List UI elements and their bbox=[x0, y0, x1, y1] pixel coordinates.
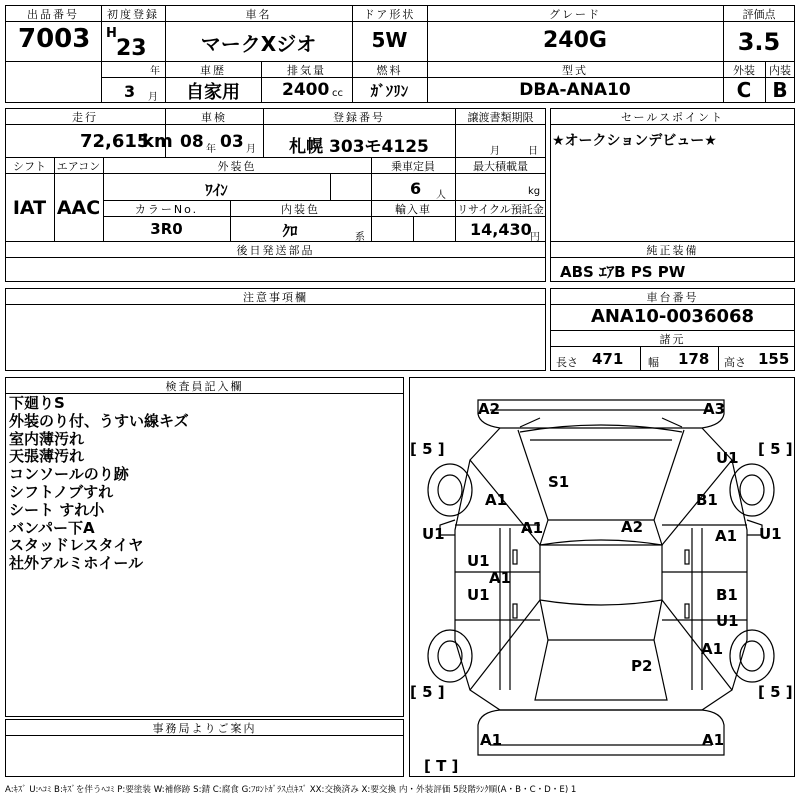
genuine-equipment: ABS ｴｱB PS PW bbox=[560, 263, 686, 281]
note-line: シフトノブすれ bbox=[9, 482, 114, 501]
plate-number: 札幌 303モ4125 bbox=[289, 137, 429, 157]
chassis-label: 車台番号 bbox=[646, 291, 699, 304]
lot-number: 7003 bbox=[18, 24, 91, 54]
length-label: 長さ bbox=[556, 356, 578, 369]
recycle-fee: 14,430 bbox=[470, 220, 532, 239]
inspection-year: 08 bbox=[180, 132, 204, 152]
color-no: 3R0 bbox=[150, 220, 183, 238]
note-line: 室内薄汚れ bbox=[9, 429, 85, 448]
exterior-score-label: 外装 bbox=[733, 64, 755, 77]
car-diagram bbox=[409, 377, 795, 777]
damage-code: U1 bbox=[759, 525, 782, 543]
damage-code: U1 bbox=[467, 552, 490, 570]
sales-label: セールスポイント bbox=[620, 111, 724, 124]
genuine-label: 純正装備 bbox=[646, 244, 699, 257]
interior-score-label: 内装 bbox=[769, 64, 791, 77]
note-line: 下廻りS bbox=[9, 394, 65, 412]
recycle-label: リサイクル預託金 bbox=[457, 203, 544, 216]
legend: A:ｷｽﾞ U:ﾍｺﾐ B:ｷｽﾞを伴うﾍｺﾐ P:要塗装 W:補修跡 S:錆 C:腐食 G:ﾌﾛﾝﾄｶﾞﾗｽ点ｷｽﾞ XX:交換済み X:要交換 内・外装評価 5段階ﾗﾝｸ順(A・B・C・D・E) 1 bbox=[5, 785, 577, 795]
shift-label: シフト bbox=[13, 160, 46, 173]
shift: IAT bbox=[12, 197, 47, 219]
damage-code: A3 bbox=[703, 400, 726, 418]
exterior-color-label: 外装色 bbox=[217, 160, 257, 173]
damage-code: A1 bbox=[489, 569, 512, 587]
first-reg-label: 初度登録 bbox=[107, 8, 159, 21]
note-line: スタッドレスタイヤ bbox=[9, 536, 144, 555]
interior-color-label: 内装色 bbox=[281, 203, 320, 216]
first-reg-era: H bbox=[106, 26, 117, 41]
tire-mark: [ 5 ] bbox=[410, 683, 445, 701]
height-label: 高さ bbox=[724, 356, 746, 369]
max-load-unit: kg bbox=[528, 186, 541, 197]
fuel-label: 燃料 bbox=[376, 64, 403, 77]
door-label: ドア形状 bbox=[363, 8, 416, 21]
damage-code: P2 bbox=[631, 657, 653, 675]
damage-code: U1 bbox=[716, 449, 739, 467]
grade: 240G bbox=[543, 28, 607, 53]
first-reg-year: 23 bbox=[116, 36, 147, 61]
grade-label: グレード bbox=[549, 8, 601, 21]
trunk-mark: [ T ] bbox=[424, 757, 459, 775]
mileage-label: 走行 bbox=[72, 111, 98, 124]
transfer-label: 譲渡書類期限 bbox=[467, 111, 534, 124]
transfer-day-unit: 日 bbox=[528, 146, 538, 157]
note-line: 天張薄汚れ bbox=[9, 447, 85, 466]
displacement-label: 排気量 bbox=[287, 64, 326, 77]
note-line: バンパー下A bbox=[9, 518, 95, 537]
damage-code: B1 bbox=[696, 491, 718, 509]
damage-code: A1 bbox=[521, 519, 544, 537]
office-label: 事務局よりご案内 bbox=[152, 722, 257, 735]
score-label: 評価点 bbox=[742, 8, 776, 21]
height: 155 bbox=[758, 350, 790, 368]
tire-mark: [ 5 ] bbox=[758, 440, 793, 458]
sales-point: ★オークションデビュー★ bbox=[552, 133, 717, 149]
first-reg-month: 3 bbox=[124, 82, 136, 101]
history: 自家用 bbox=[186, 82, 240, 103]
interior-color: ｸﾛ bbox=[282, 222, 298, 240]
tire-mark: [ 5 ] bbox=[758, 683, 793, 701]
note-line: 社外アルミホイール bbox=[9, 554, 144, 573]
import-label: 輸入車 bbox=[395, 203, 431, 216]
fuel: ｶﾞｿﾘﾝ bbox=[370, 82, 409, 100]
inspection-year-unit: 年 bbox=[206, 144, 216, 155]
later-parts-label: 後日発送部品 bbox=[236, 244, 315, 257]
length: 471 bbox=[592, 350, 624, 368]
note-line: 外装のり付、うすい線キズ bbox=[9, 411, 189, 430]
chassis-number: ANA10-0036068 bbox=[590, 306, 755, 327]
model-label: 型式 bbox=[562, 64, 588, 77]
displacement: 2400 bbox=[282, 80, 330, 100]
capacity: 6 bbox=[410, 179, 422, 198]
interior-color-unit: 系 bbox=[355, 232, 365, 243]
capacity-unit: 人 bbox=[436, 190, 446, 201]
width-label: 幅 bbox=[648, 356, 659, 369]
aircon: AAC bbox=[56, 197, 101, 219]
score-value: 3.5 bbox=[737, 28, 781, 56]
damage-code: U1 bbox=[716, 612, 739, 630]
model-code: DBA-ANA10 bbox=[519, 80, 631, 100]
note-line: シート すれ小 bbox=[9, 500, 105, 519]
recycle-unit: 円 bbox=[530, 232, 540, 243]
interior-score: B bbox=[772, 78, 788, 102]
damage-code: U1 bbox=[422, 525, 445, 543]
specs-label: 諸元 bbox=[659, 333, 686, 346]
exterior-color: ﾜｲﾝ bbox=[205, 181, 228, 199]
inspection-label: 車検 bbox=[201, 111, 227, 124]
note-line: コンソールのり跡 bbox=[9, 465, 129, 484]
car-name: マークXジオ bbox=[200, 32, 317, 56]
transfer-month-unit: 月 bbox=[490, 146, 500, 157]
first-reg-year-unit: 年 bbox=[150, 66, 160, 77]
color-no-label: カラーNo. bbox=[134, 203, 199, 216]
damage-code: A2 bbox=[478, 400, 501, 418]
damage-code: A1 bbox=[701, 640, 724, 658]
damage-code: A1 bbox=[480, 731, 503, 749]
door-type: 5W bbox=[371, 28, 408, 52]
damage-code: B1 bbox=[716, 586, 738, 604]
damage-code: A1 bbox=[715, 527, 738, 545]
inspection-month: 03 bbox=[220, 132, 244, 152]
inspection-month-unit: 月 bbox=[246, 144, 256, 155]
history-label: 車歴 bbox=[200, 64, 226, 77]
max-load-label: 最大積載量 bbox=[473, 160, 528, 173]
damage-code: A1 bbox=[702, 731, 725, 749]
inspector-label: 検査員記入欄 bbox=[165, 380, 244, 393]
exterior-score: C bbox=[736, 78, 752, 102]
car-name-label: 車名 bbox=[245, 8, 272, 21]
damage-code: U1 bbox=[467, 586, 490, 604]
damage-code: A2 bbox=[621, 518, 644, 536]
width: 178 bbox=[678, 350, 710, 368]
caution-label: 注意事項欄 bbox=[243, 291, 308, 304]
aircon-label: エアコン bbox=[56, 160, 101, 173]
lot-label: 出品番号 bbox=[27, 8, 79, 21]
capacity-label: 乗車定員 bbox=[391, 160, 435, 173]
plate-label: 登録番号 bbox=[333, 111, 385, 124]
displacement-unit: cc bbox=[332, 88, 343, 99]
mileage-unit: km bbox=[142, 131, 173, 152]
damage-code: A1 bbox=[485, 491, 508, 509]
damage-code: S1 bbox=[548, 473, 570, 491]
mileage: 72,615 bbox=[80, 131, 150, 152]
tire-mark: [ 5 ] bbox=[410, 440, 445, 458]
first-reg-month-unit: 月 bbox=[148, 92, 158, 103]
inspector-notes bbox=[9, 395, 189, 573]
